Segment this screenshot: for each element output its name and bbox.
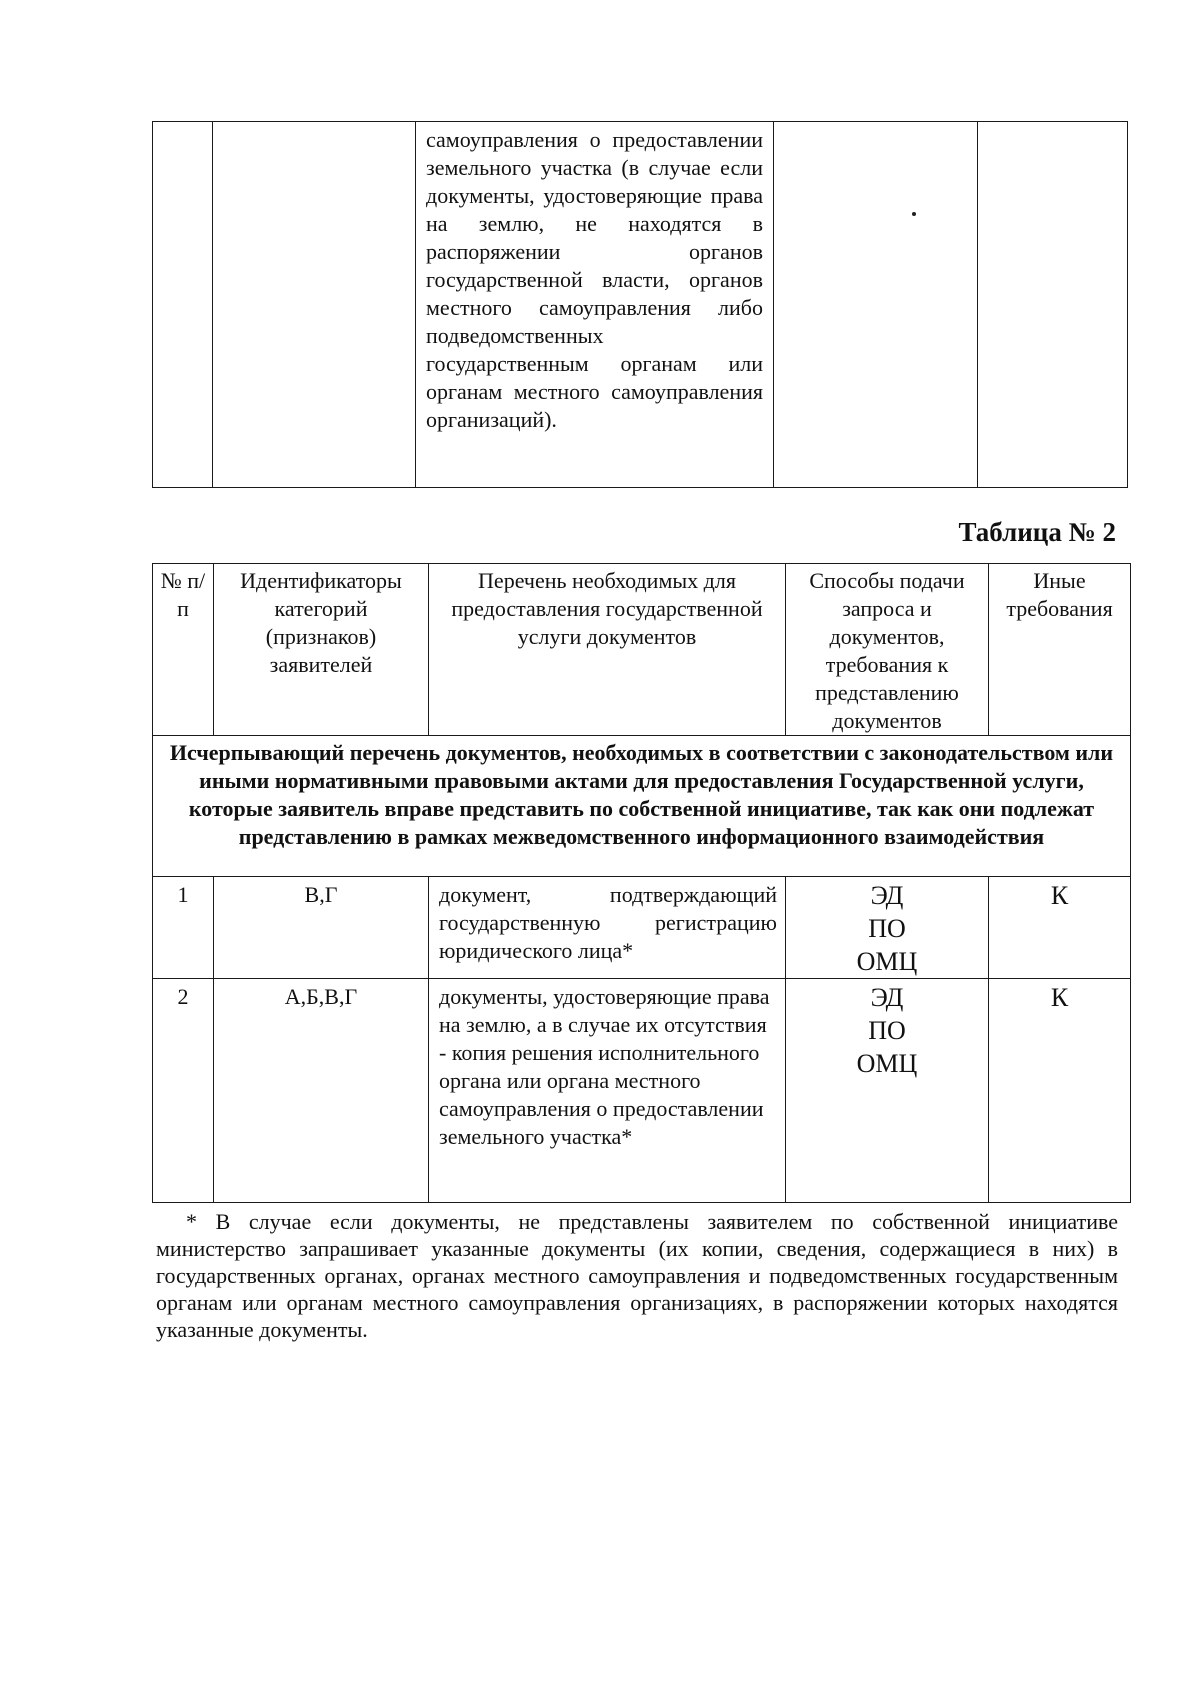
cont-cell-num — [153, 122, 213, 488]
header-num: № п/п — [153, 564, 214, 736]
header-docs: Перечень необходимых для предоставления государственной услуги документов — [429, 564, 786, 736]
row1-ids: В,Г — [214, 877, 429, 979]
row1-doc: документ, подтверждающий государственную регистрацию юридического лица* — [429, 877, 786, 979]
row2-ids: А,Б,В,Г — [214, 979, 429, 1203]
method-omc: ОМЦ — [856, 947, 918, 976]
table-caption: Таблица № 2 — [958, 517, 1116, 547]
header-methods: Способы подачи запроса и документов, требования к представлению документов — [786, 564, 989, 736]
section-row — [153, 736, 1131, 877]
table-row — [153, 877, 1131, 979]
row2-methods — [786, 979, 989, 1203]
cont-cell-ids — [213, 122, 416, 488]
row2-num: 2 — [153, 979, 214, 1203]
section-cell — [153, 736, 1131, 877]
documents-table — [152, 563, 1131, 1203]
method-ed: ЭД — [870, 881, 904, 910]
row2-other: К — [989, 979, 1131, 1203]
row1-methods — [786, 877, 989, 979]
row1-other: К — [989, 877, 1131, 979]
header-other: Иные требования — [989, 564, 1131, 736]
cont-cell-methods — [774, 122, 978, 488]
stray-dot — [912, 212, 916, 216]
method-omc: ОМЦ — [856, 1049, 918, 1078]
cont-doc-text: самоуправления о предоставлении земельного участка (в случае если документы, удостоверяющие права на землю, не находятся в распоряжении органов государственной власти, органов местного самоуправления либо подведомственных государственным органам или органам местного самоуправления организаций). — [426, 127, 763, 432]
method-po: ПО — [868, 914, 906, 943]
table-row — [153, 979, 1131, 1203]
method-ed: ЭД — [870, 983, 904, 1012]
cont-cell-other — [978, 122, 1128, 488]
method-po: ПО — [868, 1016, 906, 1045]
row2-doc: документы, удостоверяющие права на землю, а в случае их отсутствия - копия решения исполнительного органа или органа местного самоуправления о предоставлении земельного участка* — [429, 979, 786, 1203]
row1-num: 1 — [153, 877, 214, 979]
header-ids: Идентификаторы категорий (признаков) заявителей — [214, 564, 429, 736]
table-header-row — [153, 564, 1131, 736]
continuation-table — [152, 121, 1128, 488]
section-title: Исчерпывающий перечень документов, необходимых в соответствии с законодательством или иными нормативными правовыми актами для предоставления Государственной услуги, которые заявитель вправе представить по собственной инициативе, так как они подлежат представлению в рамках межведомственного информационного взаимодействия — [169, 740, 1114, 849]
cont-cell-doc — [416, 122, 774, 488]
footnote: * В случае если документы, не представлены заявителем по собственной инициативе министерство запрашивает указанные документы (их копии, сведения, содержащиеся в них) в государственных органах, органах местного самоуправления и подведомственных государственным органам или органам местного самоуправления организациях, в распоряжении которых находятся указанные документы. — [156, 1209, 1118, 1342]
